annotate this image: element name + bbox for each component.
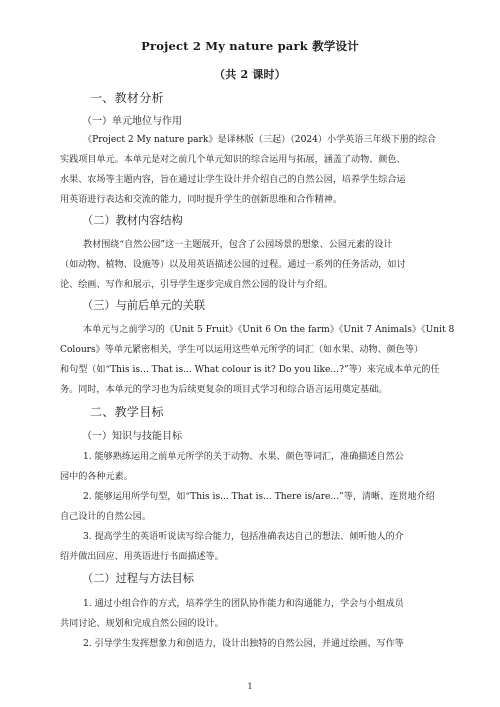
paragraph-line: 和句型（如“This is... That is... What colour is it? Do you like...?”等）来完成本单元的任 [60, 365, 440, 375]
paragraph-line: 2. 能够运用所学句型，如“This is... That is... There is/are...”等，清晰、连贯地介绍 [83, 492, 435, 502]
section-heading-1: 一、教材分析 [90, 91, 164, 105]
section-heading-2: 二、教学目标 [90, 405, 164, 419]
paragraph-line: （如动物、植物、设施等）以及用英语描述公园的过程。通过一系列的任务活动，如讨 [60, 260, 406, 270]
subsection-heading-1-1: （一）单元地位与作用 [82, 116, 182, 127]
paragraph-line: 2. 引导学生发挥想象力和创造力，设计出独特的自然公园，并通过绘画、写作等 [83, 639, 404, 649]
subsection-heading-2-1: （一）知识与技能目标 [82, 431, 182, 442]
paragraph-line: 园中的各种元素。 [60, 472, 133, 482]
paragraph-line: 1. 通过小组合作的方式，培养学生的团队协作能力和沟通能力，学会与小组成员 [83, 599, 404, 609]
paragraph-line: 《Project 2 My nature park》是译林版（三起）（2024）小学英语三年级下册的综合 [83, 135, 437, 145]
paragraph-line: 3. 提高学生的英语听说读写综合能力，包括准确表达自己的想法、倾听他人的介 [83, 532, 404, 542]
document-subtitle: （共 2 课时） [214, 68, 286, 81]
paragraph-line: 自己设计的自然公园。 [60, 512, 151, 522]
subsection-heading-1-2: （二）教材内容结构 [82, 214, 183, 227]
document-title: Project 2 My nature park 教学设计 [141, 39, 359, 53]
paragraph-line: 实践项目单元。本单元是对之前几个单元知识的综合运用与拓展，涵盖了动物、颜色、 [60, 155, 406, 165]
paragraph-line: 绍并做出回应、用英语进行书面描述等。 [60, 552, 224, 562]
subsection-heading-1-3: （三）与前后单元的关联 [82, 299, 206, 312]
paragraph-line: 本单元与之前学习的《Unit 5 Fruit》《Unit 6 On the farm》《Unit 7 Animals》《Unit 8 [83, 325, 455, 335]
paragraph-line: 共同讨论、规划和完成自然公园的设计。 [60, 619, 224, 629]
subsection-heading-2-2: （二）过程与方法目标 [82, 572, 194, 585]
page-number: 1 [247, 682, 253, 691]
paragraph-line: 教材围绕“自然公园”这一主题展开，包含了公园场景的想象、公园元素的设计 [83, 240, 393, 250]
paragraph-line: 1. 能够熟练运用之前单元所学的关于动物、水果、颜色等词汇，准确描述自然公 [83, 452, 404, 462]
paragraph-line: 论、绘画、写作和展示，引导学生逐步完成自然公园的设计与介绍。 [60, 280, 333, 290]
paragraph-line: 用英语进行表达和交流的能力，同时提升学生的创新思维和合作精神。 [60, 195, 342, 205]
paragraph-line: Colours》等单元紧密相关，学生可以运用这些单元所学的词汇（如水果、动物、颜色等） [60, 345, 424, 355]
paragraph-line: 水果、农场等主题内容，旨在通过让学生设计并介绍自己的自然公园，培养学生综合运 [60, 175, 406, 185]
paragraph-line: 务。同时，本单元的学习也为后续更复杂的项目式学习和综合语言运用奠定基础。 [60, 385, 388, 395]
